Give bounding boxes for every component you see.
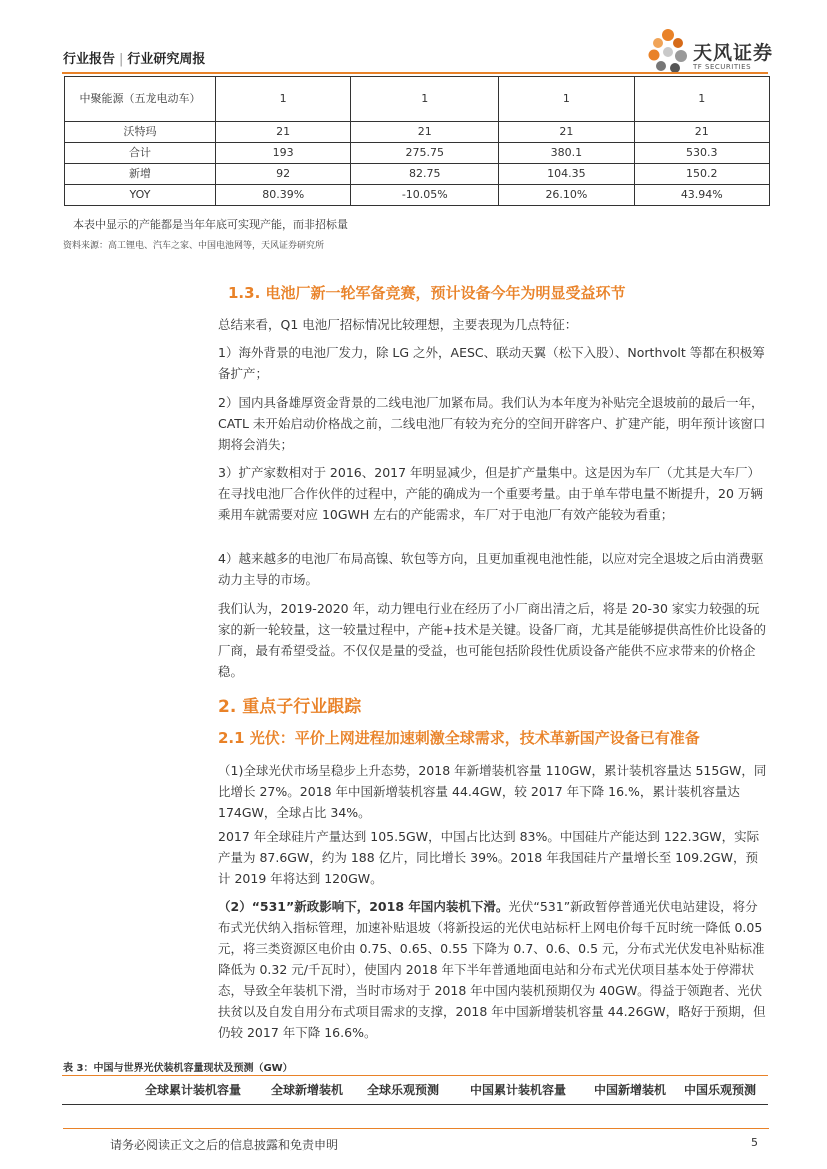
report-header — [63, 48, 205, 67]
table-note: 本表中显示的产能都是当年年底可实现产能，而非招标量 — [73, 218, 348, 231]
column-header: 中国累计装机容量 — [470, 1083, 567, 1097]
paragraph: 2）国内具备雄厚资金背景的二线电池厂加紧布局。我们认为本年度为补贴完全退坡前的最后一年，CATL 未开始启动价格战之前，二线电池厂有较为充分的空间开辟客户、扩建产能，明年预计该窗口期将会消失； — [218, 395, 766, 452]
table-cell: 21 — [351, 122, 499, 143]
paragraph: 3）扩产家数相对于 2016、2017 年明显减少，但是扩产量集中。这是因为车厂（尤其是大车厂）在寻找电池厂合作伙伴的过程中，产能的确成为一个重要考量。由于单车带电量不断提升，20 万辆乘用车就需要对应 10GWH 左右的产能需求，车厂对于电池厂有效产能较为看重； — [218, 465, 763, 522]
table-source: 资料来源：高工锂电、汽车之家、中国电池网等，天风证券研究所 — [63, 241, 325, 251]
header-separator: | — [119, 52, 124, 67]
table-cell: 26.10% — [499, 185, 634, 206]
table-cell: 275.75 — [351, 143, 499, 164]
column-header: 全球累计装机容量 — [145, 1083, 242, 1097]
table-cell: 380.1 — [499, 143, 634, 164]
report-subcategory: 行业研究周报 — [127, 52, 206, 67]
section-heading-1-3: 1.3. 电池厂新一轮军备竞赛，预计设备今年为明显受益环节 — [228, 284, 626, 302]
row-label: 中聚能源（五龙电动车） — [65, 77, 216, 122]
footer-divider — [63, 1128, 769, 1129]
report-category: 行业报告 — [63, 52, 116, 67]
paragraph-body: 光伏“531”新政暂停普通光伏电站建设，将分布式光伏纳入指标管理，加速补贴退坡（将新投运的光伏电站标杆上网电价每千瓦时统一降低 0.05 元，将三类资源区电价由 0.75、0.65、0.55 下降为 0.7、0.6、0.5 元，分布式光伏发电补贴标准降低为 0.32 元/千瓦时），使国内 2018 年下半年普通地面电站和分布式光伏项目基本处于停滞状态，导致全年装机下滑，当时市场对于 2018 年中国内装机预期仅为 40GW。得益于领跑者、光伏扶贫以及自发自用分布式项目需求的支撑，2018 年中国新增装机容量 44.26GW，略好于预期，但仍较 2017 年下降 16.6%。 — [218, 899, 766, 1040]
table-header-row — [62, 1079, 768, 1103]
paragraph: （1)全球光伏市场呈稳步上升态势，2018 年新增装机容量 110GW，累计装机容量达 515GW，同比增长 27%。2018 年中国新增装机容量 44.4GW，较 2017 年下降 16.%，累计装机容量达 174GW，全球占比 34%。 — [218, 763, 767, 820]
caption-divider — [62, 1075, 768, 1076]
paragraph: 2017 年全球硅片产量达到 105.5GW，中国占比达到 83%。中国硅片产能达到 122.3GW，实际产量为 87.6GW，约为 188 亿片，同比增长 39%。2018 年我国硅片产量增长至 109.2GW，预计 2019 年将达到 120GW。 — [218, 829, 760, 886]
table-caption: 表 3：中国与世界光伏装机容量现状及预测（GW） — [63, 1063, 293, 1074]
flower-logo-icon — [645, 26, 691, 76]
table-cell: 82.75 — [351, 164, 499, 185]
row-label: 新增 — [65, 164, 216, 185]
table-cell: 21 — [216, 122, 351, 143]
table-row — [65, 77, 770, 122]
table-cell: 193 — [216, 143, 351, 164]
table-cell: -10.05% — [351, 185, 499, 206]
table-cell: 92 — [216, 164, 351, 185]
paragraph: 4）越来越多的电池厂布局高镍、软包等方向，且更加重视电池性能，以应对完全退坡之后由消费驱动力主导的市场。 — [218, 551, 764, 587]
table-cell: 150.2 — [634, 164, 769, 185]
table-row — [65, 122, 770, 143]
paragraph: 我们认为，2019-2020 年，动力锂电行业在经历了小厂商出清之后，将是 20-30 家实力较强的玩家的新一轮较量，这一较量过程中，产能+技术是关键。设备厂商，尤其是能够提供高性价比设备的厂商，最有希望受益。不仅仅是量的受益，也可能包括阶段性优质设备产能供不应求带来的价格企稳。 — [218, 601, 766, 679]
table-row — [65, 143, 770, 164]
table-cell: 21 — [634, 122, 769, 143]
table-cell: 80.39% — [216, 185, 351, 206]
table-cell: 530.3 — [634, 143, 769, 164]
paragraph: 1）海外背景的电池厂发力，除 LG 之外，AESC、联动天翼（松下入股）、Northvolt 等都在积极筹备扩产； — [218, 345, 765, 381]
table-cell: 1 — [351, 77, 499, 122]
footer-disclaimer: 请务必阅读正文之后的信息披露和免责申明 — [110, 1138, 339, 1152]
page-number: 5 — [751, 1136, 758, 1149]
row-label: 合计 — [65, 143, 216, 164]
row-label: YOY — [65, 185, 216, 206]
table-cell: 104.35 — [499, 164, 634, 185]
paragraph — [218, 896, 770, 1043]
table-cell: 43.94% — [634, 185, 769, 206]
logo-text-cn: 天风证券 — [693, 42, 774, 64]
row-label: 沃特玛 — [65, 122, 216, 143]
table-cell: 1 — [499, 77, 634, 122]
logo-text-en: TF SECURITIES — [693, 63, 752, 71]
table-row — [65, 164, 770, 185]
section-heading-2: 2. 重点子行业跟踪 — [218, 697, 362, 717]
header-divider — [62, 72, 768, 74]
bold-lead: （2）“531”新政影响下，2018 年国内装机下滑。 — [218, 899, 509, 914]
table-cell: 21 — [499, 122, 634, 143]
column-header: 全球新增装机 — [271, 1083, 344, 1097]
company-logo — [645, 26, 785, 76]
column-header: 中国新增装机 — [594, 1083, 667, 1097]
section-heading-2-1: 2.1 光伏：平价上网进程加速刺激全球需求，技术革新国产设备已有准备 — [218, 729, 700, 747]
table-header-divider — [62, 1104, 768, 1105]
column-header: 全球乐观预测 — [367, 1083, 440, 1097]
table-cell: 1 — [216, 77, 351, 122]
capacity-table — [64, 76, 770, 206]
paragraph: 总结来看，Q1 电池厂招标情况比较理想，主要表现为几点特征： — [218, 317, 578, 332]
column-header: 中国乐观预测 — [684, 1083, 757, 1097]
table-cell: 1 — [634, 77, 769, 122]
table-row — [65, 185, 770, 206]
